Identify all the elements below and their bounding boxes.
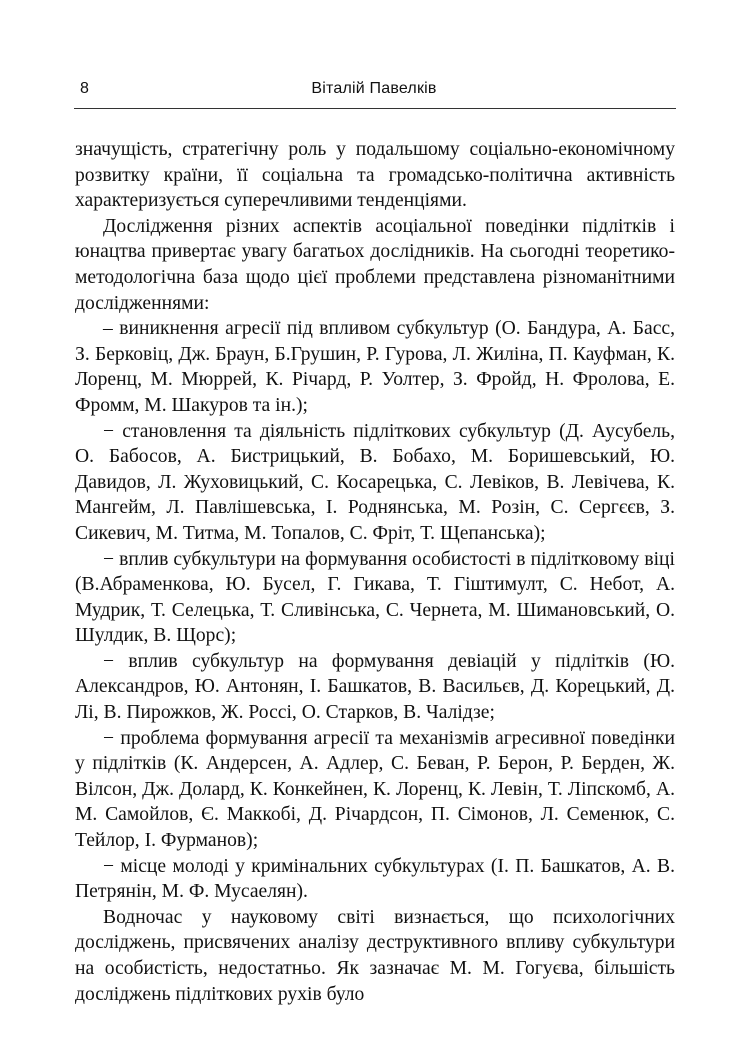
header-rule <box>74 108 676 109</box>
page-number: 8 <box>80 80 89 97</box>
list-item-aggressive-behavior: − проблема формування агресії та механізмів агресивної поведінки у підлітків (К. Андерсен, А. Адлер, С. Беван, Р. Берон, Р. Берден, Ж. Вілсон, Дж. Долард, К. Конкейнен, К. Лоренц, К. Левін, Т. Ліпскомб, А. М. Самойлов, Є. Маккобі, Д. Річардсон, П. Сімонов, Л. Семенюк, С. Тейлор, І. Фурманов); <box>75 727 675 852</box>
list-item-personality-formation: − вплив субкультури на формування особистості в підлітковому віці (В.Абраменкова, Ю. Бусел, Г. Гикава, Т. Гіштимулт, С. Небот, А. Мудрик, Т. Селецька, Т. Сливінська, С. Чернета, М. Шимановський, О. Шулдик, В. Щорс); <box>75 548 675 647</box>
running-title: Віталій Павелків <box>311 80 437 97</box>
paragraph-conclusion: Водночас у науковому світі визнається, що психологічних досліджень, присвячених аналізу деструктивного впливу субкультури на особистість, недостатньо. Як зазначає М. М. Гогуєва, більшість досліджень підліткових рухів було <box>75 906 675 1005</box>
paragraph-continuation: значущість, стратегічну роль у подальшому соціально-економічному розвитку країни, її соціальна та громадсько-політична активність характеризується суперечливими тенденціями. <box>75 139 675 212</box>
list-item-criminal-subcultures: − місце молоді у кримінальних субкультурах (І. П. Башкатов, А. В. Петрянін, М. Ф. Мусаелян). <box>75 855 675 903</box>
list-item-aggression-subcultures: – виникнення агресії під впливом субкультур (О. Бандура, А. Басс, З. Берковіц, Дж. Браун, Б.Грушин, Р. Гурова, Л. Жиліна, П. Кауфман, К. Лоренц, М. Мюррей, К. Річард, Р. Уолтер, З. Фройд, Н. Фролова, Е. Фромм, М. Шакуров та ін.); <box>75 318 675 416</box>
list-item-deviations: − вплив субкультур на формування девіацій у підлітків (Ю. Александров, Ю. Антонян, І. Башкатов, В. Васильєв, Д. Корецький, Д. Лі, В. Пирожков, Ж. Россі, О. Старков, В. Чалідзе; <box>75 650 675 724</box>
list-item-teen-subcultures: − становлення та діяльність підліткових субкультур (Д. Аусубель, О. Бабосов, А. Бистрицький, В. Бобахо, М. Боришевський, Ю. Давидов, Л. Жуховицький, С. Косарецька, С. Левіков, В. Левічева, К. Мангейм, Л. Павлішевська, І. Роднянська, М. Розін, С. Сергєєв, З. Сикевич, М. Титма, М. Топалов, С. Фріт, Т. Щепанська); <box>75 420 675 544</box>
body-text <box>75 137 675 1007</box>
paragraph-intro: Дослідження різних аспектів асоціальної поведінки підлітків і юнацтва привертає увагу багатьох дослідників. На сьогодні теоретико-методологічна база щодо цієї проблеми представлена різноманітними дослідженнями: <box>75 215 675 314</box>
page-header <box>74 80 674 104</box>
